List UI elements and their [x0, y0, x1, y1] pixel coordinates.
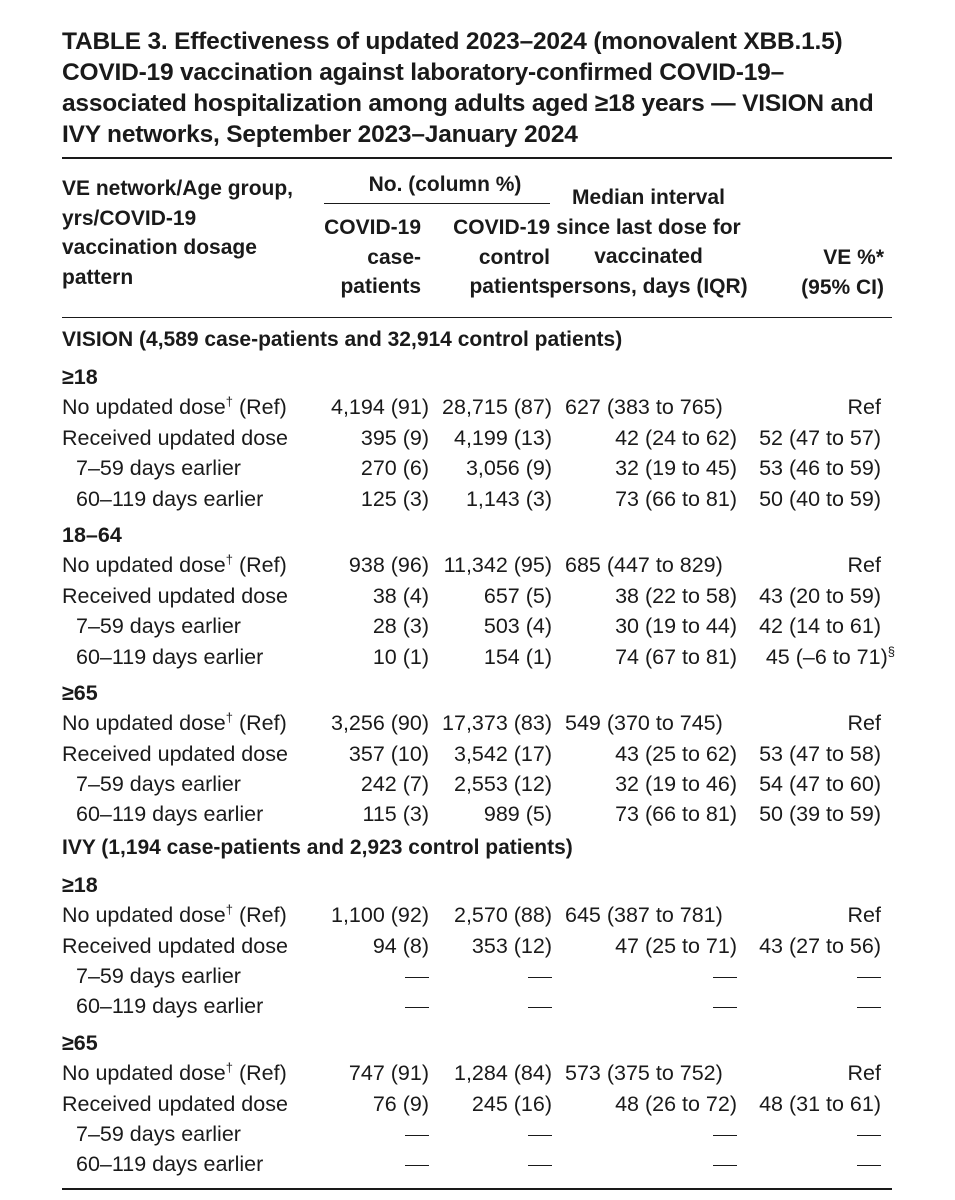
- row-label: [62, 931, 288, 961]
- row-label-text: No updated dose: [62, 553, 226, 578]
- case-patients-cell: [405, 1149, 429, 1179]
- median-interval-header: Median interval since last dose for vaccinated persons, days (IQR): [549, 186, 748, 298]
- median-cell: [615, 931, 737, 961]
- row-label-text: 7–59 days earlier: [76, 1121, 241, 1146]
- case-patients-cell-text: 125 (3): [360, 486, 429, 511]
- control-patients-cell: [442, 708, 552, 738]
- row-label-text: 7–59 days earlier: [76, 614, 241, 639]
- ve-cell-text: 43 (20 to 59): [759, 583, 881, 608]
- table-row: [62, 1089, 892, 1119]
- case-patients-cell-text: 28 (3): [372, 614, 429, 639]
- table-row: [62, 991, 892, 1021]
- dash-mark: [405, 1165, 429, 1166]
- row-label: [76, 453, 241, 483]
- median-cell-text: 645 (387 to 781): [565, 903, 723, 928]
- ve-cell: [857, 1149, 881, 1179]
- median-cell: [565, 708, 723, 738]
- row-label-text: Received updated dose: [62, 1091, 288, 1116]
- case-patients-header: COVID-19 case- patients: [324, 216, 421, 298]
- control-patients-cell: [528, 961, 552, 991]
- row-label-text: 7–59 days earlier: [76, 772, 241, 797]
- dash-mark: [528, 1135, 552, 1136]
- row-label-text: No updated dose: [62, 395, 226, 420]
- case-patients-cell: [373, 642, 429, 672]
- row-label-text: 7–59 days earlier: [76, 456, 241, 481]
- table-row: [62, 484, 892, 514]
- spanner-rule: [324, 203, 550, 204]
- control-patients-cell-text: 1,143 (3): [465, 486, 552, 511]
- row-label: [62, 900, 287, 933]
- ve-cell: [759, 931, 881, 961]
- ve-cell: [857, 991, 881, 1021]
- case-patients-cell-text: 10 (1): [372, 644, 429, 669]
- control-patients-cell-text: 245 (16): [471, 1091, 552, 1116]
- row-label: [76, 799, 263, 829]
- ve-cell: [848, 550, 881, 580]
- case-patients-cell: [331, 708, 429, 738]
- median-cell: [565, 900, 723, 930]
- row-label: [76, 642, 263, 672]
- table-row: [62, 708, 892, 738]
- case-patients-cell-text: 76 (9): [372, 1091, 429, 1116]
- median-cell: [615, 769, 737, 799]
- control-patients-cell: [484, 581, 552, 611]
- dash-mark: [405, 1135, 429, 1136]
- control-patients-cell: [528, 991, 552, 1021]
- row-label-text: Received updated dose: [62, 425, 288, 450]
- case-patients-cell: [349, 739, 429, 769]
- control-patients-cell: [528, 1119, 552, 1149]
- table-row: [62, 1058, 892, 1088]
- ve-header: VE %* (95% CI): [801, 246, 884, 299]
- row-label-suffix: (Ref): [233, 1061, 287, 1086]
- row-label-text: Received updated dose: [62, 933, 288, 958]
- spanner-header: No. (column %): [368, 173, 522, 196]
- control-patients-header: COVID-19 control patients: [453, 216, 550, 298]
- case-patients-cell-text: 395 (9): [360, 425, 429, 450]
- row-label: [76, 961, 241, 991]
- ve-cell-text: Ref: [847, 553, 881, 578]
- dash-mark: [713, 1007, 737, 1008]
- control-patients-cell-text: 2,553 (12): [453, 772, 552, 797]
- case-patients-cell-text: 242 (7): [360, 772, 429, 797]
- ve-cell: [848, 1058, 881, 1088]
- row-label: [62, 1089, 288, 1119]
- median-cell-text: 30 (19 to 44): [615, 614, 737, 639]
- median-cell: [713, 961, 737, 991]
- ve-cell: [759, 484, 881, 514]
- median-cell-text: 627 (383 to 765): [565, 395, 723, 420]
- case-patients-cell: [373, 1089, 429, 1119]
- table-row: [62, 799, 892, 829]
- section-title: IVY (1,194 case-patients and 2,923 control patients): [62, 835, 573, 859]
- median-cell-text: 573 (375 to 752): [565, 1061, 723, 1086]
- case-patients-cell: [331, 392, 429, 422]
- median-cell: [565, 550, 723, 580]
- age-group-label: ≥65: [62, 1030, 98, 1055]
- dash-mark: [528, 1165, 552, 1166]
- control-patients-cell: [454, 739, 552, 769]
- control-patients-cell: [472, 1089, 552, 1119]
- median-cell-text: 74 (67 to 81): [615, 644, 737, 669]
- median-cell: [615, 1089, 737, 1119]
- table-row: [62, 392, 892, 422]
- median-cell-text: 32 (19 to 45): [615, 456, 737, 481]
- control-patients-cell-text: 3,056 (9): [465, 456, 552, 481]
- row-label: [62, 739, 288, 769]
- case-patients-cell-text: 115 (3): [362, 802, 429, 827]
- dash-mark: [405, 1007, 429, 1008]
- ve-cell: [759, 453, 881, 483]
- ve-cell: [759, 799, 881, 829]
- ve-cell-text: 50 (39 to 59): [759, 802, 881, 827]
- table-body: [62, 324, 895, 1180]
- median-cell: [713, 1149, 737, 1179]
- case-patients-cell: [331, 900, 429, 930]
- row-label: [62, 550, 287, 583]
- median-cell: [615, 642, 737, 672]
- ve-cell: [848, 392, 881, 422]
- ve-cell-text: Ref: [847, 395, 881, 420]
- row-label: [62, 581, 288, 611]
- age-group-label: ≥18: [62, 365, 98, 389]
- median-cell-text: 549 (370 to 745): [565, 711, 723, 736]
- table-row: [62, 900, 892, 930]
- row-label-suffix: (Ref): [233, 395, 287, 420]
- table-page: [62, 0, 895, 1190]
- control-patients-cell-text: 28,715 (87): [442, 395, 552, 420]
- case-patients-cell: [361, 769, 429, 799]
- header-rule: [62, 317, 892, 318]
- section-title: VISION (4,589 case-patients and 32,914 control patients): [62, 328, 623, 351]
- case-patients-cell: [361, 423, 429, 453]
- ve-cell-text: 54 (47 to 60): [759, 772, 881, 797]
- control-patients-cell-text: 4,199 (13): [453, 425, 552, 450]
- row-label: [76, 991, 263, 1021]
- ve-cell-text: 53 (47 to 58): [759, 741, 881, 766]
- median-cell: [713, 991, 737, 1021]
- case-patients-cell: [349, 1058, 429, 1088]
- control-patients-cell: [472, 931, 552, 961]
- median-cell-text: 38 (22 to 58): [615, 583, 737, 608]
- median-cell-text: 73 (66 to 81): [615, 486, 737, 511]
- dash-mark: [857, 1165, 881, 1166]
- table-row: [62, 931, 892, 961]
- ve-cell-text: Ref: [847, 1061, 881, 1086]
- dash-mark: [857, 1135, 881, 1136]
- row-label: [76, 484, 263, 514]
- case-patients-cell: [361, 453, 429, 483]
- case-patients-cell-text: 3,256 (90): [330, 711, 429, 736]
- case-patients-cell-text: 357 (10): [348, 741, 429, 766]
- case-patients-cell-text: 4,194 (91): [330, 395, 429, 420]
- age-group-label: ≥18: [62, 872, 98, 897]
- control-patients-cell: [466, 484, 552, 514]
- median-cell: [615, 484, 737, 514]
- ve-cell: [759, 423, 881, 453]
- control-patients-cell-text: 2,570 (88): [453, 903, 552, 928]
- median-cell: [615, 581, 737, 611]
- ve-cell: [759, 611, 881, 641]
- ve-cell-text: 45 (–6 to 71): [765, 644, 888, 669]
- case-patients-cell-text: 938 (96): [348, 553, 429, 578]
- stub-header: VE network/Age group, yrs/COVID-19 vaccination dosage pattern: [62, 177, 294, 289]
- table-row: [62, 1149, 892, 1179]
- control-patients-cell: [484, 799, 552, 829]
- median-cell-text: 32 (19 to 46): [615, 772, 737, 797]
- median-cell-text: 48 (26 to 72): [615, 1091, 737, 1116]
- ve-cell: [857, 1119, 881, 1149]
- median-cell: [615, 611, 737, 641]
- row-label: [76, 1149, 263, 1179]
- control-patients-cell-text: 353 (12): [471, 933, 552, 958]
- table-row: [62, 581, 892, 611]
- row-label-text: 60–119 days earlier: [76, 802, 264, 827]
- case-patients-cell: [373, 931, 429, 961]
- row-label: [62, 708, 287, 741]
- row-label: [62, 1058, 287, 1091]
- row-label-text: No updated dose: [62, 1061, 226, 1086]
- control-patients-cell: [454, 769, 552, 799]
- control-patients-cell: [444, 550, 552, 580]
- ve-cell: [857, 961, 881, 991]
- table-row: [62, 611, 892, 641]
- age-group-label: ≥65: [62, 680, 98, 705]
- control-patients-cell: [466, 453, 552, 483]
- footnote-mark: †: [225, 710, 234, 726]
- bottom-rule: [62, 1188, 892, 1190]
- row-label-text: 60–119 days earlier: [76, 486, 264, 511]
- case-patients-cell-text: 38 (4): [372, 583, 429, 608]
- ve-cell: [766, 642, 895, 675]
- row-label-suffix: (Ref): [233, 553, 287, 578]
- case-patients-cell-text: 747 (91): [348, 1061, 429, 1086]
- row-label-text: 60–119 days earlier: [76, 994, 264, 1019]
- median-cell: [615, 739, 737, 769]
- ve-cell-text: 53 (46 to 59): [759, 456, 881, 481]
- ve-cell: [759, 581, 881, 611]
- case-patients-cell: [405, 961, 429, 991]
- table-row: [62, 769, 892, 799]
- row-label: [62, 423, 288, 453]
- dash-mark: [713, 977, 737, 978]
- ve-cell: [759, 769, 881, 799]
- row-label: [76, 769, 241, 799]
- ve-cell-text: 43 (27 to 56): [759, 933, 881, 958]
- median-cell: [713, 1119, 737, 1149]
- median-cell-text: 73 (66 to 81): [615, 802, 737, 827]
- ve-cell-text: 50 (40 to 59): [759, 486, 881, 511]
- ve-cell: [759, 1089, 881, 1119]
- control-patients-cell-text: 3,542 (17): [453, 741, 552, 766]
- control-patients-cell: [454, 423, 552, 453]
- median-cell: [615, 423, 737, 453]
- row-label-text: 7–59 days earlier: [76, 964, 241, 989]
- row-label-text: Received updated dose: [62, 741, 288, 766]
- case-patients-cell: [362, 799, 429, 829]
- ve-cell-text: Ref: [847, 711, 881, 736]
- footnote-mark: †: [225, 552, 234, 568]
- ve-cell: [848, 708, 881, 738]
- median-cell-text: 43 (25 to 62): [615, 741, 737, 766]
- median-cell-text: 42 (24 to 62): [615, 425, 737, 450]
- case-patients-cell-text: 270 (6): [360, 456, 429, 481]
- median-cell-text: 685 (447 to 829): [565, 553, 723, 578]
- dash-mark: [857, 977, 881, 978]
- footnote-mark: †: [225, 902, 234, 918]
- control-patients-cell-text: 989 (5): [483, 802, 552, 827]
- dash-mark: [857, 1007, 881, 1008]
- row-label-text: No updated dose: [62, 711, 226, 736]
- table-row: [62, 642, 895, 672]
- median-cell: [615, 799, 737, 829]
- ve-cell: [759, 739, 881, 769]
- ve-footnote-mark: §: [887, 643, 895, 659]
- row-label-text: No updated dose: [62, 903, 226, 928]
- table-row: [62, 961, 892, 991]
- table-row: [62, 739, 892, 769]
- median-cell: [565, 392, 723, 422]
- control-patients-cell-text: 11,342 (95): [443, 553, 552, 578]
- median-cell-text: 47 (25 to 71): [615, 933, 737, 958]
- row-label-text: 60–119 days earlier: [76, 1152, 264, 1177]
- control-patients-cell-text: 154 (1): [483, 644, 552, 669]
- median-cell: [615, 453, 737, 483]
- table-title: TABLE 3. Effectiveness of updated 2023–2024 (monovalent XBB.1.5) COVID-19 vaccination against laboratory-confirmed COVID-19–associated hospitalization among adults aged ≥18 years — VISION and IVY networks, September 2023–January 2024: [62, 28, 874, 148]
- table-row: [62, 1119, 892, 1149]
- row-label: [62, 392, 287, 425]
- ve-cell-text: 48 (31 to 61): [759, 1091, 881, 1116]
- dash-mark: [713, 1135, 737, 1136]
- ve-cell-text: 42 (14 to 61): [759, 614, 881, 639]
- row-label: [76, 1119, 241, 1149]
- case-patients-cell-text: 94 (8): [372, 933, 429, 958]
- table-row: [62, 453, 892, 483]
- control-patients-cell: [454, 1058, 552, 1088]
- median-cell: [565, 1058, 723, 1088]
- row-label-suffix: (Ref): [233, 711, 287, 736]
- footnote-mark: †: [225, 1060, 234, 1076]
- ve-cell: [848, 900, 881, 930]
- table-row: [62, 423, 892, 453]
- ve-cell-text: Ref: [847, 903, 881, 928]
- control-patients-cell: [484, 642, 552, 672]
- row-label: [76, 611, 241, 641]
- control-patients-cell: [484, 611, 552, 641]
- case-patients-cell: [373, 581, 429, 611]
- case-patients-cell: [361, 484, 429, 514]
- dash-mark: [528, 1007, 552, 1008]
- case-patients-cell: [405, 991, 429, 1021]
- ve-cell-text: 52 (47 to 57): [759, 425, 881, 450]
- dash-mark: [405, 977, 429, 978]
- case-patients-cell: [405, 1119, 429, 1149]
- dash-mark: [528, 977, 552, 978]
- case-patients-cell: [373, 611, 429, 641]
- control-patients-cell-text: 503 (4): [483, 614, 552, 639]
- row-label-text: 60–119 days earlier: [76, 644, 264, 669]
- control-patients-cell-text: 1,284 (84): [453, 1061, 552, 1086]
- control-patients-cell-text: 657 (5): [483, 583, 552, 608]
- row-label-suffix: (Ref): [233, 903, 287, 928]
- control-patients-cell: [528, 1149, 552, 1179]
- age-group-label: 18–64: [62, 522, 122, 547]
- table-row: [62, 550, 892, 580]
- table-header: [62, 159, 892, 317]
- case-patients-cell-text: 1,100 (92): [330, 903, 429, 928]
- control-patients-cell-text: 17,373 (83): [442, 711, 552, 736]
- control-patients-cell: [442, 392, 552, 422]
- row-label-text: Received updated dose: [62, 583, 288, 608]
- dash-mark: [713, 1165, 737, 1166]
- case-patients-cell: [349, 550, 429, 580]
- control-patients-cell: [454, 900, 552, 930]
- footnote-mark: †: [225, 394, 234, 410]
